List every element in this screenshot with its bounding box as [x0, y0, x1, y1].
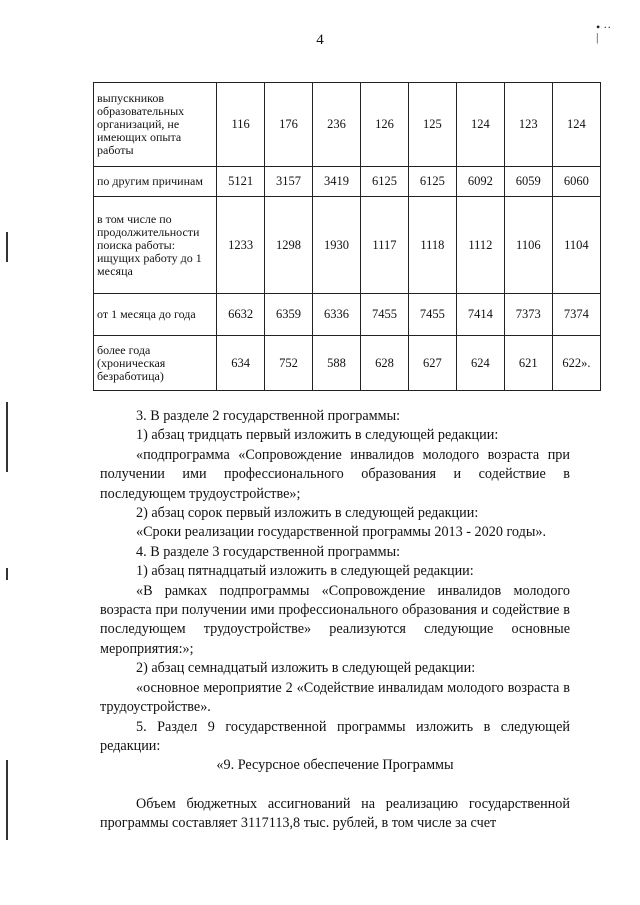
scan-edge-mark — [6, 232, 8, 262]
table-cell: 628 — [360, 336, 408, 391]
paragraph: 5. Раздел 9 государственной программы изложить в следующей редакции: — [100, 718, 570, 754]
table-cell: 3157 — [265, 167, 313, 197]
table-cell: 624 — [456, 336, 504, 391]
table-cell: 1930 — [313, 197, 361, 294]
table-cell: 5121 — [217, 167, 265, 197]
table-cell: 6059 — [504, 167, 552, 197]
table-cell: 1117 — [360, 197, 408, 294]
scan-edge-mark — [6, 402, 8, 472]
row-label: выпускников образовательных организаций, не имеющих опыта работы — [94, 83, 217, 167]
section-heading: «9. Ресурсное обеспечение Программы — [216, 757, 454, 774]
table-cell: 7374 — [552, 294, 600, 336]
table-cell: 7373 — [504, 294, 552, 336]
paragraph: «Сроки реализации государственной программы 2013 - 2020 годы». — [136, 524, 547, 541]
table-cell: 6125 — [408, 167, 456, 197]
row-label: по другим причинам — [94, 167, 217, 197]
table-cell: 124 — [552, 83, 600, 167]
document-body — [100, 407, 570, 834]
paragraph: «подпрограмма «Сопровождение инвалидов молодого возраста при получении ими профессионального образования и содействие в последующем трудоустройстве»; — [100, 446, 570, 502]
table-row — [94, 83, 601, 167]
scan-edge-mark — [6, 760, 8, 840]
table-cell: 124 — [456, 83, 504, 167]
table-cell: 236 — [313, 83, 361, 167]
paragraph: 2) абзац сорок первый изложить в следующей редакции: — [136, 505, 479, 522]
table-cell: 6632 — [217, 294, 265, 336]
table-cell: 3419 — [313, 167, 361, 197]
table-cell: 627 — [408, 336, 456, 391]
table-cell: 176 — [265, 83, 313, 167]
table-cell: 6359 — [265, 294, 313, 336]
table-cell: 7455 — [360, 294, 408, 336]
corner-handwritten-mark: • ·· | — [596, 20, 612, 44]
row-label: более года (хроническая безработица) — [94, 336, 217, 391]
scan-edge-mark — [6, 568, 8, 580]
table-cell: 1298 — [265, 197, 313, 294]
table-row — [94, 167, 601, 197]
paragraph: 3. В разделе 2 государственной программы: — [136, 408, 401, 424]
table-cell: 752 — [265, 336, 313, 391]
table-cell: 6336 — [313, 294, 361, 336]
paragraph: 2) абзац семнадцатый изложить в следующей редакции: — [136, 660, 476, 677]
table-cell: 116 — [217, 83, 265, 167]
table-cell: 634 — [217, 336, 265, 391]
table-cell: 1106 — [504, 197, 552, 294]
table-cell: 7455 — [408, 294, 456, 336]
table-cell: 621 — [504, 336, 552, 391]
paragraph: 4. В разделе 3 государственной программы: — [136, 543, 401, 560]
row-label: от 1 месяца до года — [94, 294, 217, 336]
table-cell: 6092 — [456, 167, 504, 197]
table-cell: 123 — [504, 83, 552, 167]
paragraph: «основное мероприятие 2 «Содействие инвалидам молодого возраста в трудоустройстве». — [100, 679, 570, 716]
table-cell: 7414 — [456, 294, 504, 336]
table-cell: 1104 — [552, 197, 600, 294]
page-number: 4 — [316, 32, 324, 48]
table-row — [94, 197, 601, 294]
paragraph: 1) абзац тридцать первый изложить в следующей редакции: — [136, 427, 499, 444]
paragraph: Объем бюджетных ассигнований на реализацию государственной программы составляет 3117113,8 тыс. рублей, в том числе за счет — [100, 795, 570, 832]
table-row — [94, 294, 601, 336]
spacer — [100, 776, 570, 795]
paragraph: 1) абзац пятнадцатый изложить в следующей редакции: — [136, 563, 474, 580]
table-cell: 125 — [408, 83, 456, 167]
paragraph: «В рамках подпрограммы «Сопровождение инвалидов молодого возраста при получении ими профессионального образования и содействие в последующем трудоустройстве» реализуются следующие основные мероприятия:»; — [100, 582, 570, 657]
table-row — [94, 336, 601, 391]
table-cell: 622». — [552, 336, 600, 391]
table-cell: 1112 — [456, 197, 504, 294]
table-cell: 588 — [313, 336, 361, 391]
statistics-table — [93, 82, 601, 391]
table-cell: 6060 — [552, 167, 600, 197]
table-cell: 6125 — [360, 167, 408, 197]
table-cell: 126 — [360, 83, 408, 167]
table-cell: 1118 — [408, 197, 456, 294]
table-cell: 1233 — [217, 197, 265, 294]
row-label: в том числе по продолжительности поиска работы: ищущих работу до 1 месяца — [94, 197, 217, 294]
